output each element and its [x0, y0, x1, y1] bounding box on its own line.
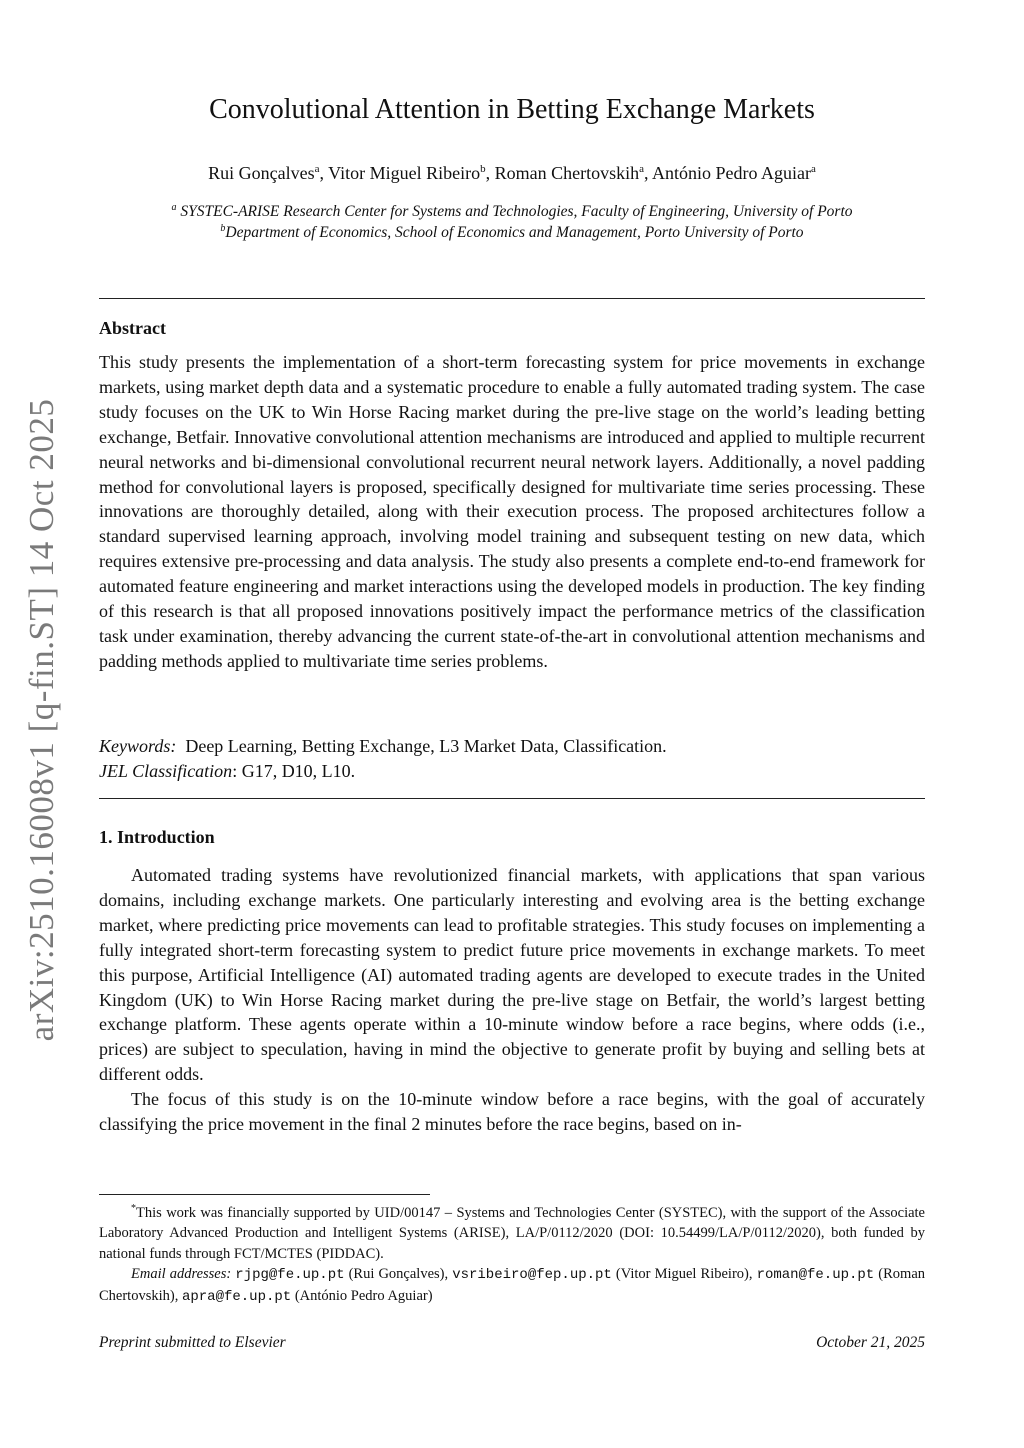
affiliation-text: Department of Economics, School of Economics and Management, Porto University of Porto: [225, 224, 804, 242]
email-link[interactable]: roman@fe.up.pt: [756, 1267, 875, 1284]
keywords-line: [99, 734, 925, 758]
email-link[interactable]: vsribeiro@fep.up.pt: [452, 1267, 612, 1284]
author-name: Roman Chertovskih: [494, 163, 640, 183]
jel-label: JEL Classification: [99, 761, 233, 781]
email-addresses: [99, 1264, 925, 1307]
footnote: [99, 1199, 925, 1307]
author-name: Vitor Miguel Ribeiro: [328, 163, 481, 183]
jel-line: [99, 759, 925, 783]
abstract-text: This study presents the implementation of a short-term forecasting system for price movements in exchange markets, using market depth data and a systematic procedure to enable a fully automated trading system. The case study focuses on the UK to Win Horse Racing market during the pre-live stage on the world’s leading betting exchange, Betfair. Innovative convolutional attention mechanisms are introduced and applied to multiple recurrent neural networks and bi-dimensional convolutional recurrent neural network layers. Additionally, a novel padding method for convolutional layers is proposed, specifically designed for multivariate time series processing. These innovations are thoroughly detailed, along with their execution process. The proposed architectures follow a standard supervised learning approach, involving model training and subsequent testing on new data, which requires extensive pre-processing and data analysis. The study also presents a complete end-to-end framework for automated feature engineering and market interactions using the developed models in production. The key finding of this research is that all proposed innovations positively impact the performance metrics of the classification task under examination, thereby advancing the current state-of-the-art in convolutional attention mechanisms and padding methods applied to multivariate time series problems.: [99, 352, 925, 671]
footer-submission-note: Preprint submitted to Elsevier: [99, 1334, 286, 1351]
abstract-end-divider: [99, 798, 925, 799]
paper-title: Convolutional Attention in Betting Exchange Markets: [209, 94, 815, 125]
keywords-label: Keywords:: [99, 736, 177, 756]
author-affiliation-mark: a: [810, 163, 816, 175]
top-divider: [99, 298, 925, 299]
intro-paragraph: The focus of this study is on the 10-minute window before a race begins, with the goal of accurately classifying the price movement in the final 2 minutes before the race begins, based on in-: [99, 1089, 925, 1135]
email-link[interactable]: rjpg@fe.up.pt: [235, 1267, 345, 1284]
introduction-body: [99, 863, 925, 1137]
footnote-rule: [99, 1194, 430, 1195]
intro-paragraph: Automated trading systems have revolutionized financial markets, with applications that span various domains, including exchange markets. One particularly interesting and evolving area is the betting exchange market, where predicting price movements can lead to profitable strategies. This study focuses on implementing a fully integrated short-term forecasting system to predict future price movements in exchange markets. To meet this purpose, Artificial Intelligence (AI) automated trading agents are developed to execute trades in the United Kingdom (UK) to Win Horse Racing market during the pre-live stage on Betfair, the world’s largest betting exchange platform. These agents operate within a 10-minute window before a race begins, where odds (i.e., prices) are subject to speculation, having in mind the objective to generate profit by buying and selling bets at different odds.: [99, 865, 925, 1085]
author-affiliation-mark: a: [639, 163, 644, 175]
email-link[interactable]: apra@fe.up.pt: [181, 1288, 292, 1305]
affiliation-text: SYSTEC-ARISE Research Center for Systems and Technologies, Faculty of Engineering, University of Porto: [180, 203, 853, 221]
section-heading-introduction: 1. Introduction: [99, 827, 215, 847]
footer-date: October 21, 2025: [816, 1334, 925, 1351]
jel-text: : G17, D10, L10.: [232, 761, 356, 781]
affiliation-b: [99, 219, 925, 243]
abstract-heading: Abstract: [99, 318, 166, 338]
funding-text: This work was financially supported by UID/00147 – Systems and Technologies Center (SYSTEC), with the support of the Associate Laboratory Advanced Production and Intelligent Systems (ARISE), LA/P/0112/2020 (DOI: 10.54499/LA/P/0112/2020), both funded by national funds through FCT/MCTES (PIDDAC).: [99, 1204, 925, 1262]
footnote-mark: *: [131, 1203, 136, 1214]
affiliation-mark: b: [220, 223, 226, 234]
email-owner: (Rui Gonçalves),: [344, 1266, 453, 1283]
keywords-text: Deep Learning, Betting Exchange, L3 Market Data, Classification.: [185, 736, 667, 756]
email-owner: (Roman Chertovskih),: [99, 1266, 926, 1304]
author-affiliation-mark: b: [480, 163, 486, 175]
author-name: António Pedro Aguiar: [651, 163, 811, 183]
email-owner: (Vitor Miguel Ribeiro),: [611, 1266, 757, 1283]
email-owner: (António Pedro Aguiar): [291, 1287, 433, 1304]
funding-note: [99, 1199, 925, 1264]
affiliation-mark: a: [171, 202, 177, 213]
author-affiliation-mark: a: [314, 163, 320, 175]
arxiv-identifier-stamp[interactable]: arXiv:2510.16008v1 [q-fin.ST] 14 Oct 2025: [22, 398, 61, 1042]
email-label: Email addresses:: [131, 1266, 232, 1283]
author-list: Rui Gonçalves$^a$, Vitor Miguel Ribeiro$^b$, Roman Chertovskih$^a$, António Pedro Aguiar$^a$: [208, 163, 816, 183]
author-name: Rui Gonçalves: [208, 163, 315, 183]
